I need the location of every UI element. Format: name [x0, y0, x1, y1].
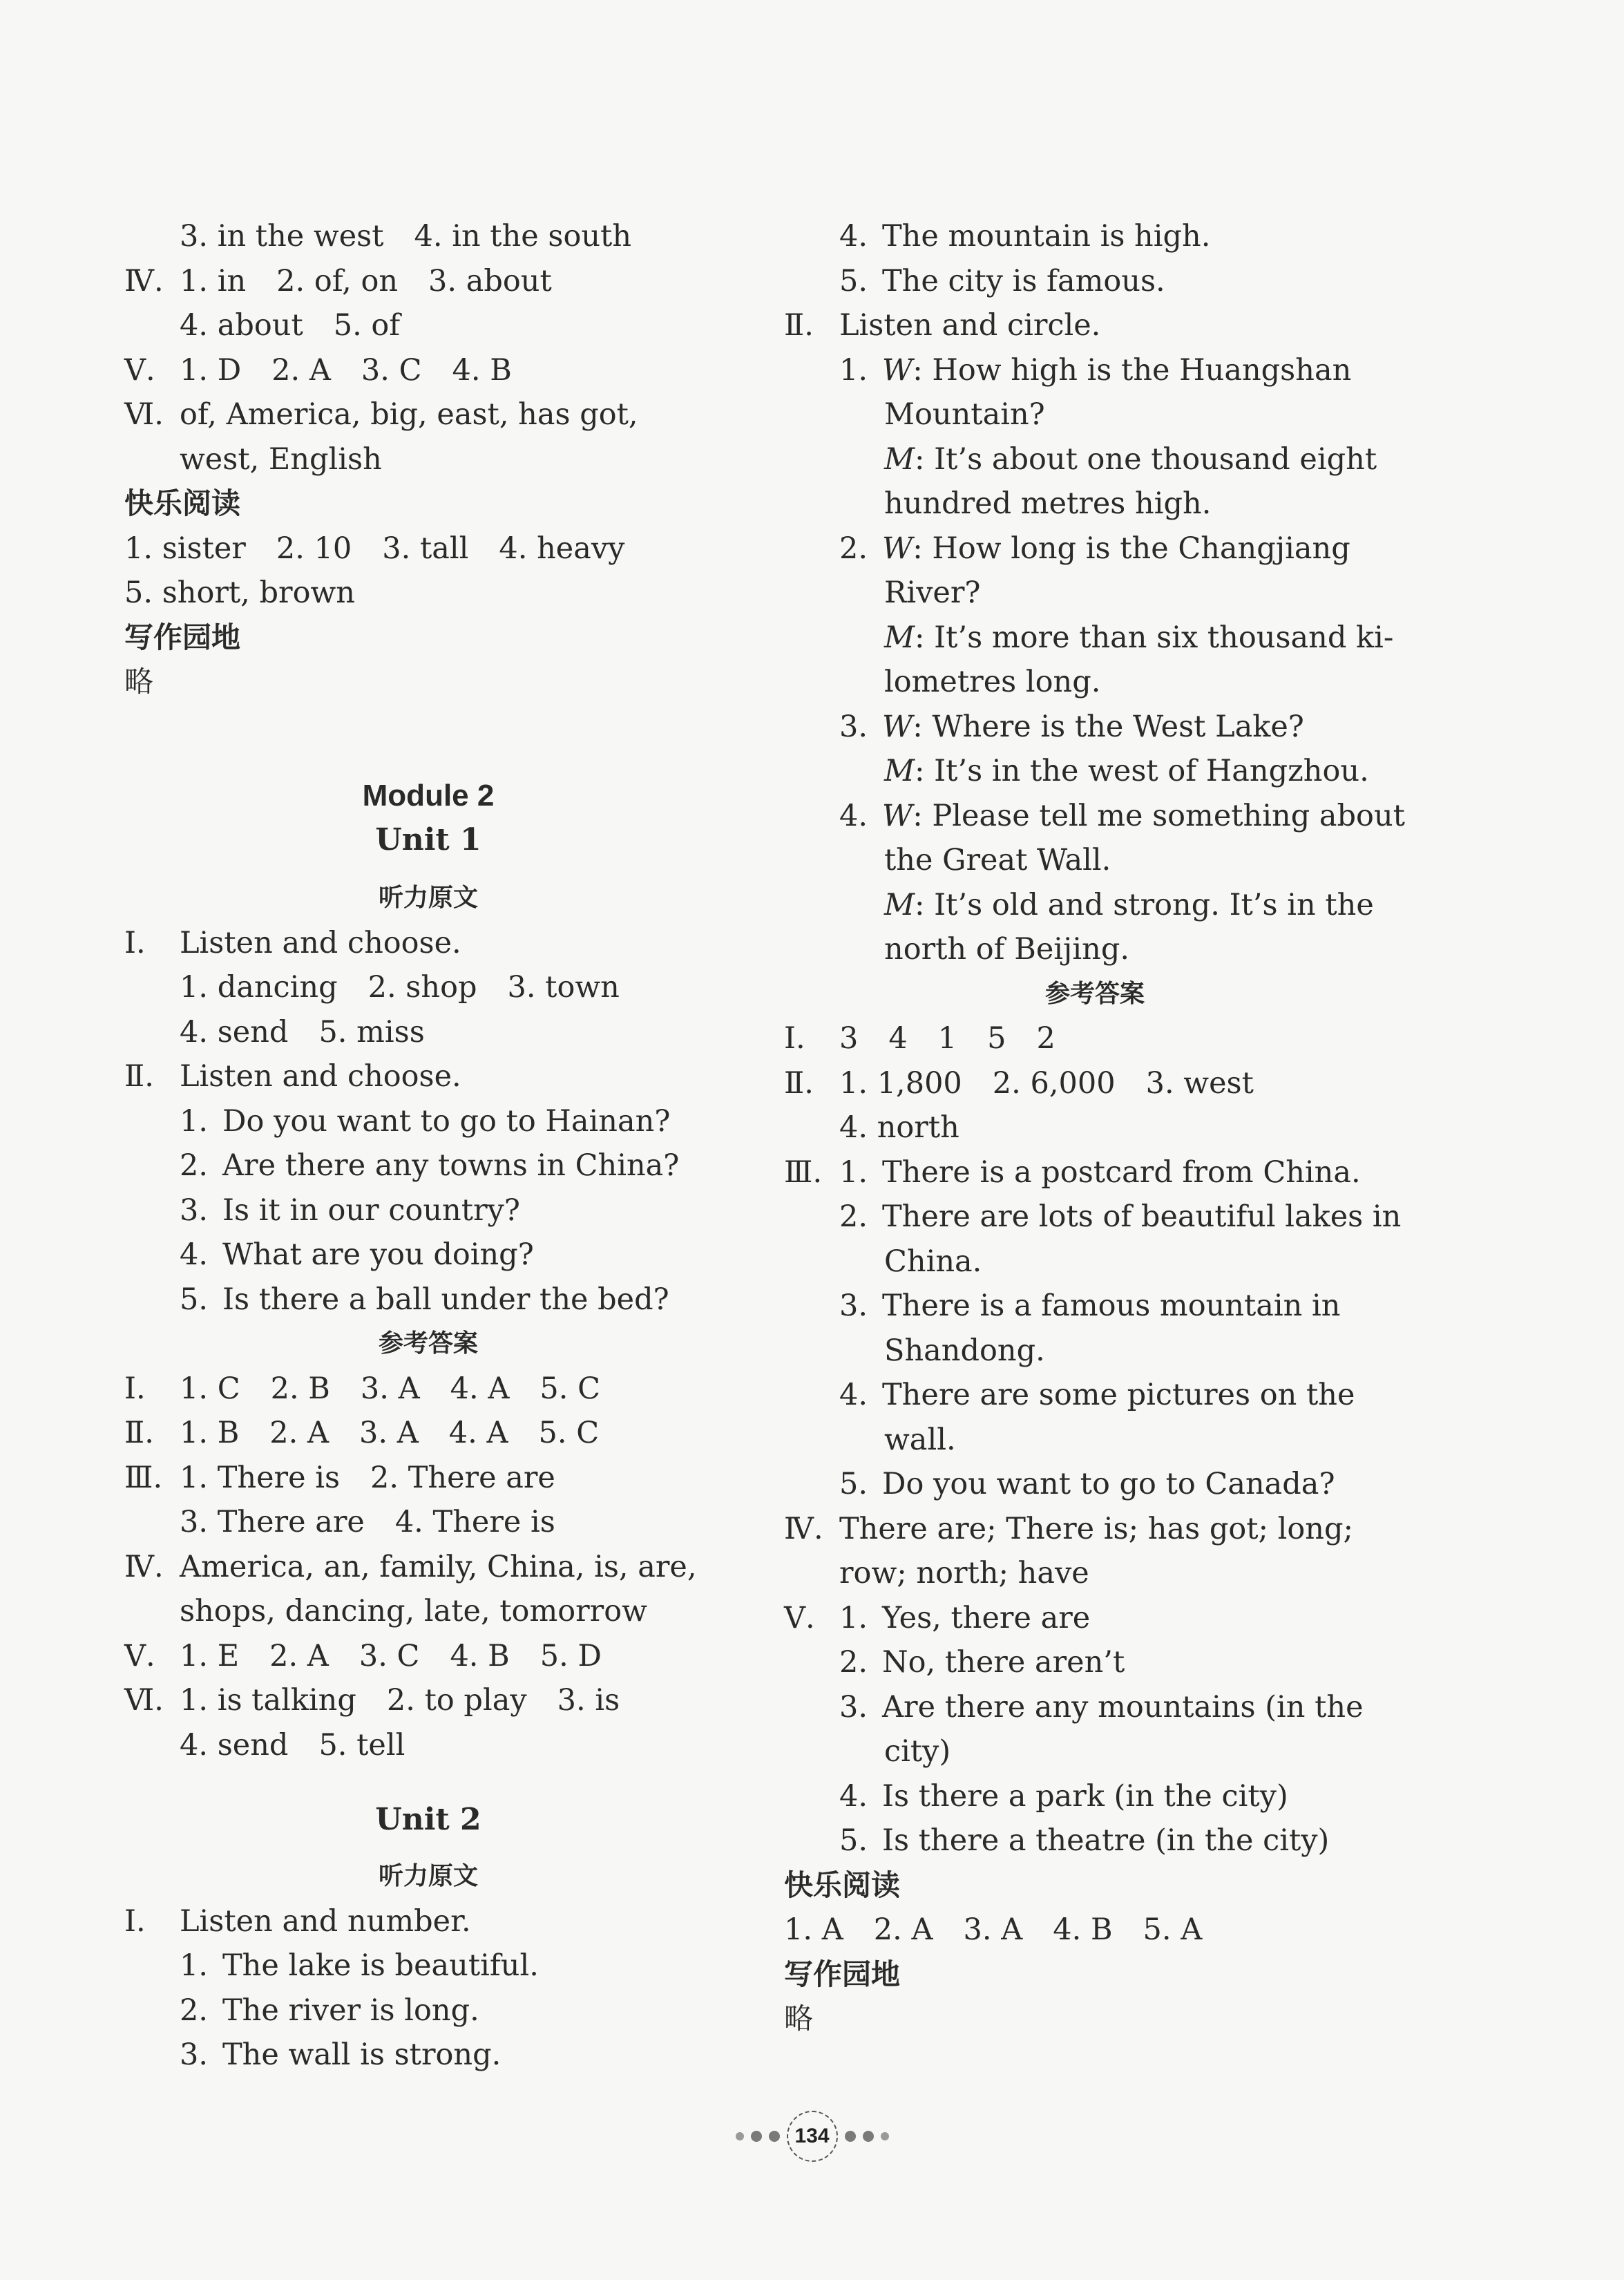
answer-line: 4. north: [839, 1110, 959, 1145]
section-heading: 快乐阅读: [784, 1868, 901, 1902]
list-item: 4. What are you doing?: [180, 1237, 534, 1272]
unit-title: Unit 2: [375, 1801, 481, 1837]
unit-title: Unit 1: [375, 822, 481, 857]
list-item: 3. Is it in our country?: [180, 1193, 520, 1228]
spacer: [124, 1767, 732, 1785]
answer-line: China.: [884, 1244, 982, 1279]
answer-line: 5. Do you want to go to Canada?: [839, 1467, 1335, 1501]
dialogue-line: River?: [884, 576, 981, 610]
list-item: 3. The wall is strong.: [180, 2037, 501, 2072]
dialogue-line: M : It’s more than six thousand ki-: [884, 620, 1394, 655]
dialogue-line: 4. W : Please tell me something about: [839, 798, 1405, 833]
answer-line: Ⅴ. 1. E 2. A 3. C 4. B 5. D: [124, 1638, 602, 1673]
answer-line: 4. send 5. miss: [180, 1014, 425, 1049]
spacer: [124, 705, 732, 774]
answer-line: Ⅰ. 1. C 2. B 3. A 4. A 5. C: [124, 1371, 601, 1406]
dialogue-line: Mountain?: [884, 397, 1045, 432]
answer-line: Ⅲ. 1. There is a postcard from China.: [784, 1155, 1361, 1190]
section-heading: 写作园地: [124, 620, 241, 654]
list-item: 5. Is there a ball under the bed?: [180, 1282, 669, 1317]
list-item: 2. The river is long.: [180, 1993, 479, 2028]
answer-line: Ⅳ. America, an, family, China, is, are,: [124, 1549, 697, 1584]
answer-line: Ⅳ. There are; There is; has got; long;: [784, 1511, 1354, 1546]
answer-line: 3. There is a famous mountain in: [839, 1289, 1341, 1323]
dialogue-line: M : It’s in the west of Hangzhou.: [884, 754, 1369, 788]
answer-line: Ⅴ. 1. Yes, there are: [784, 1600, 1091, 1635]
section-heading: 快乐阅读: [124, 486, 241, 520]
answer-line: Ⅱ. 1. B 2. A 3. A 4. A 5. C: [124, 1416, 600, 1450]
answer-line: 略: [784, 2002, 814, 2035]
decor-dot: [881, 2132, 889, 2140]
answer-line: 3. Are there any mountains (in the: [839, 1689, 1364, 1725]
answer-line: 1. A 2. A 3. A 4. B 5. A: [784, 1912, 1203, 1947]
dialogue-line: the Great Wall.: [884, 843, 1111, 877]
dialogue-line: M : It’s about one thousand eight: [884, 441, 1377, 477]
dialogue-line: 1. W : How high is the Huangshan: [839, 352, 1352, 388]
list-item: 1. Do you want to go to Hainan?: [180, 1103, 671, 1139]
answer-line: city): [884, 1734, 951, 1769]
decor-dot: [751, 2131, 762, 2142]
answer-line: Ⅱ. Listen and choose.: [124, 1059, 461, 1094]
list-item: 5. The city is famous.: [839, 263, 1165, 298]
decor-dot: [769, 2131, 780, 2142]
answer-line: 2. There are lots of beautiful lakes in: [839, 1199, 1402, 1234]
answer-line: west, English: [180, 441, 382, 477]
dialogue-line: 2. W : How long is the Changjiang: [839, 531, 1350, 566]
answer-line: 2. No, there aren’t: [839, 1645, 1125, 1680]
answer-line: Ⅰ. 3 4 1 5 2: [784, 1021, 1055, 1056]
answer-line: 4. There are some pictures on the: [839, 1378, 1355, 1412]
answer-line: Ⅳ. 1. in 2. of, on 3. about: [124, 263, 552, 298]
answer-line: Shandong.: [884, 1333, 1045, 1368]
list-item: 1. The lake is beautiful.: [180, 1948, 539, 1983]
subsection-heading: 听力原文: [378, 884, 478, 912]
answer-line: 3. There are 4. There is: [180, 1505, 555, 1539]
answer-line: 4. about 5. of: [180, 308, 401, 343]
decor-dot: [845, 2131, 856, 2142]
answer-line: 4. Is there a park (in the city): [839, 1778, 1288, 1814]
answer-line: Ⅲ. 1. There is 2. There are: [124, 1460, 555, 1495]
left-column: [124, 214, 732, 2078]
answer-line: wall.: [884, 1422, 956, 1457]
answer-line: 5. short, brown: [124, 576, 355, 610]
answer-line: 4. send 5. tell: [180, 1727, 405, 1763]
module-title: Module 2: [362, 778, 495, 813]
answer-line: Ⅱ. 1. 1,800 2. 6,000 3. west: [784, 1065, 1254, 1101]
section-heading: 写作园地: [784, 1957, 901, 1991]
dialogue-line: 3. W : Where is the West Lake?: [839, 709, 1304, 744]
answer-line: 3. in the west 4. in the south: [180, 219, 632, 254]
dialogue-line: hundred metres high.: [884, 486, 1212, 521]
answer-line: Ⅱ. Listen and circle.: [784, 308, 1101, 343]
list-item: 2. Are there any towns in China?: [180, 1148, 680, 1183]
page-footer: [0, 2111, 1624, 2162]
dialogue-line: lometres long.: [884, 665, 1101, 699]
answer-line: 1. sister 2. 10 3. tall 4. heavy: [124, 531, 625, 566]
dialogue-line: north of Beijing.: [884, 932, 1130, 967]
subsection-heading: 参考答案: [378, 1329, 478, 1358]
decor-dot: [736, 2132, 744, 2140]
subsection-heading: 参考答案: [1044, 979, 1145, 1008]
answer-line: Ⅵ. 1. is talking 2. to play 3. is: [124, 1683, 620, 1718]
answer-line: Ⅵ. of, America, big, east, has got,: [124, 397, 638, 432]
answer-line: Ⅰ. Listen and number.: [124, 1903, 471, 1939]
answer-line: Ⅰ. Listen and choose.: [124, 925, 461, 960]
answer-line: 1. dancing 2. shop 3. town: [180, 970, 620, 1005]
subsection-heading: 听力原文: [378, 1862, 478, 1890]
decor-dot: [863, 2131, 874, 2142]
page-number: 134: [787, 2111, 838, 2162]
dialogue-line: M : It’s old and strong. It’s in the: [884, 887, 1374, 922]
answer-line: 略: [124, 665, 154, 699]
list-item: 4. The mountain is high.: [839, 219, 1211, 254]
right-column: [784, 214, 1406, 2042]
answer-line: row; north; have: [839, 1556, 1089, 1590]
answer-line: shops, dancing, late, tomorrow: [180, 1594, 647, 1628]
answer-line: Ⅴ. 1. D 2. A 3. C 4. B: [124, 352, 512, 388]
answer-line: 5. Is there a theatre (in the city): [839, 1823, 1330, 1858]
